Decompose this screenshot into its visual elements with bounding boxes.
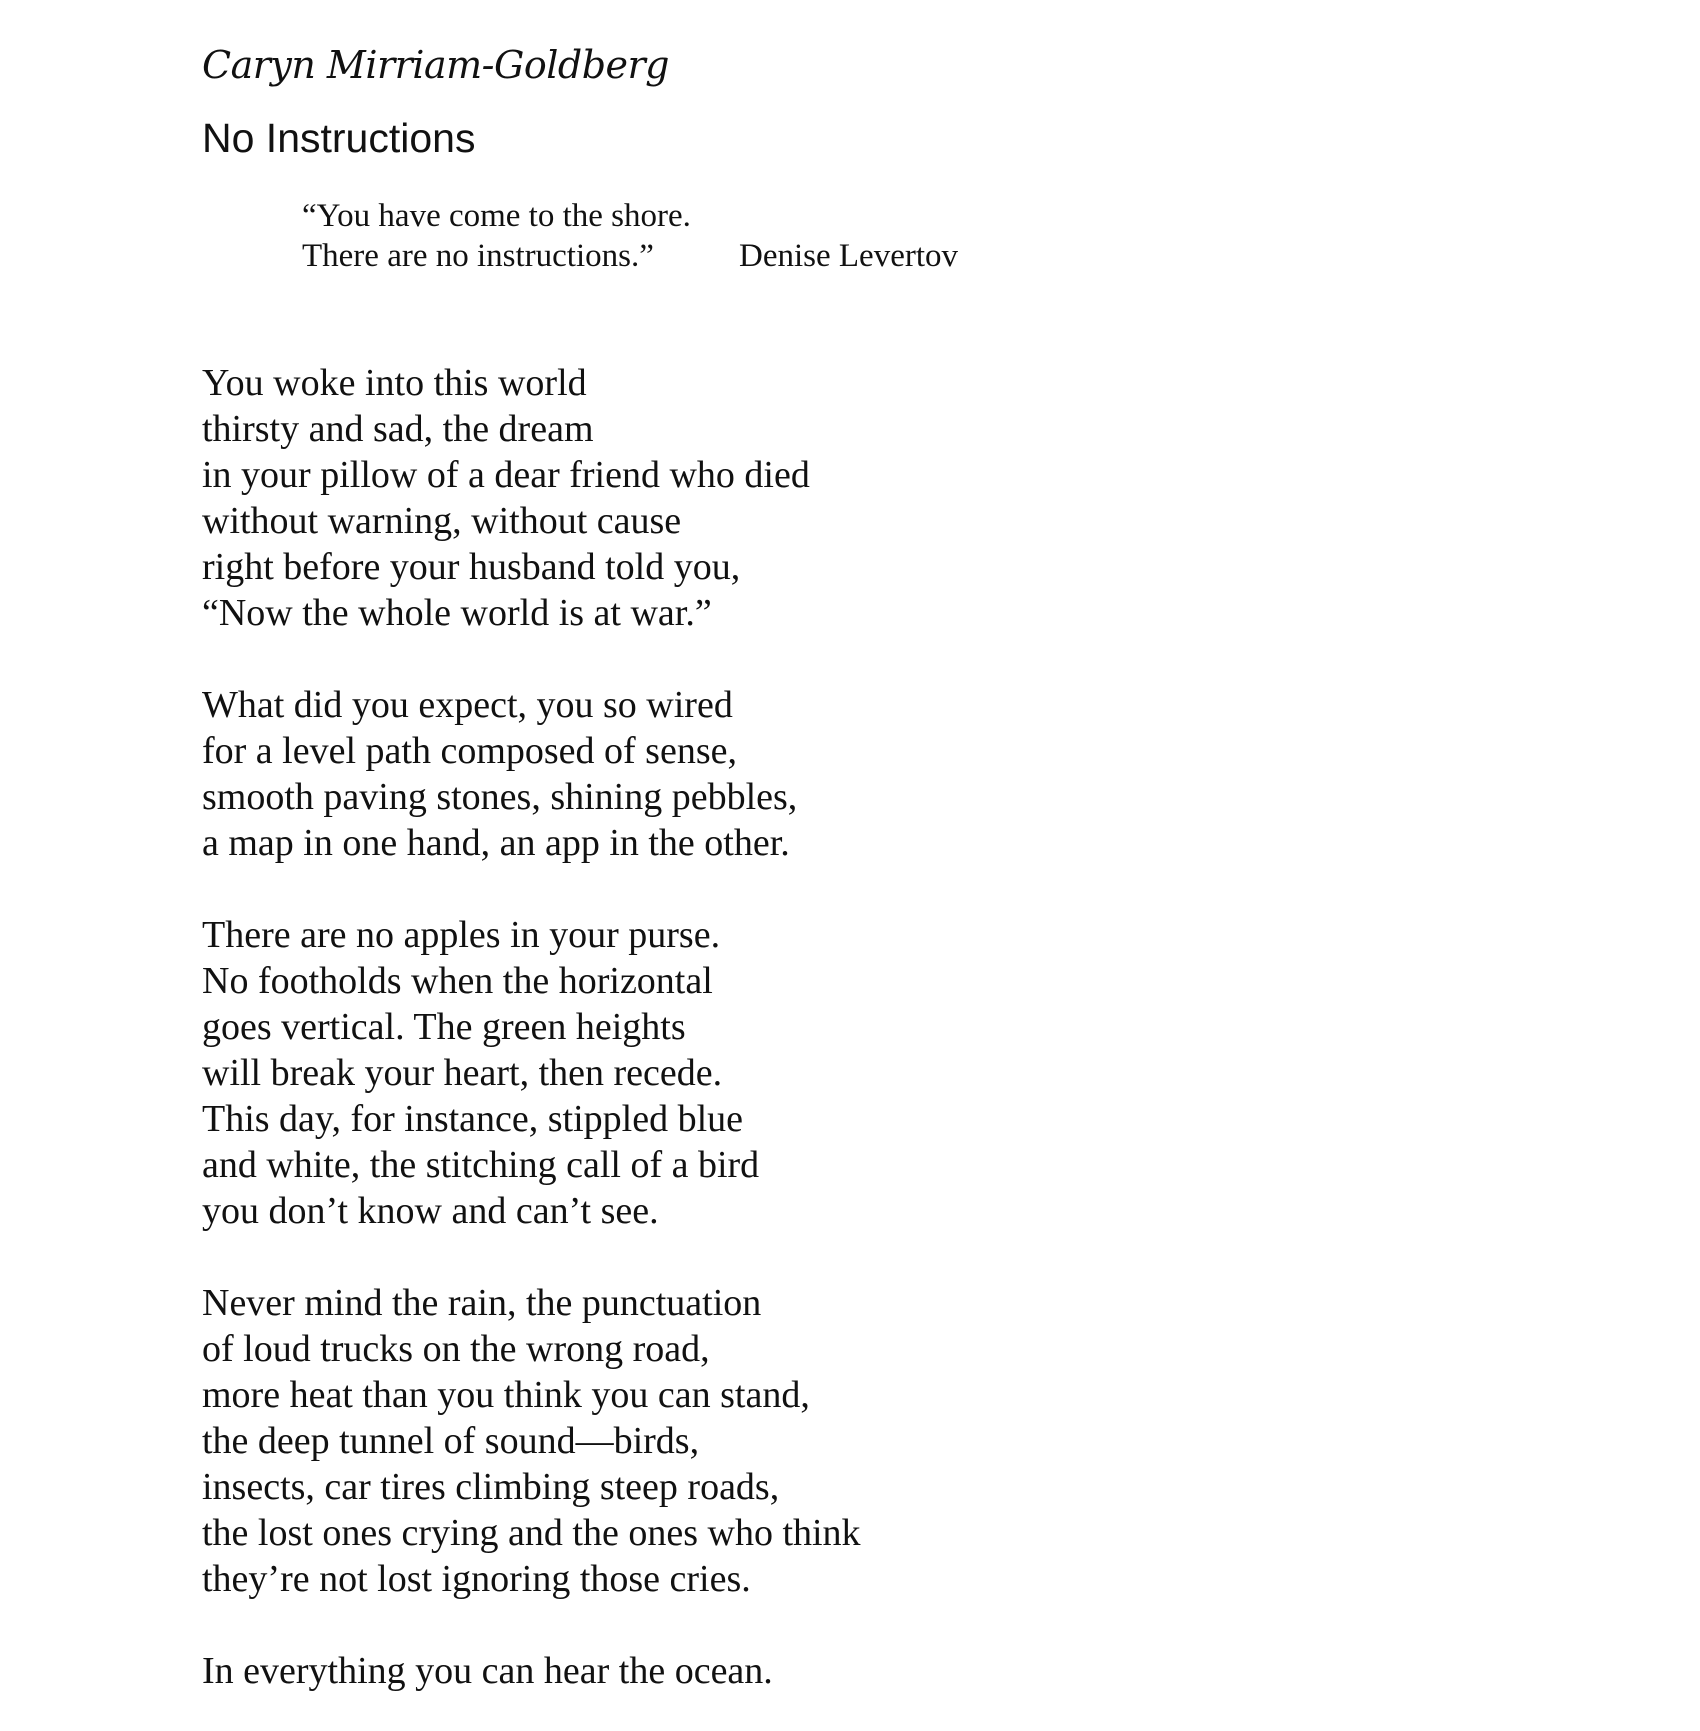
poem-line: insects, car tires climbing steep roads, — [202, 1466, 780, 1508]
epigraph-line: “You have come to the shore. — [302, 198, 691, 234]
poem-line: without warning, without cause — [202, 500, 682, 542]
stanza-5 — [202, 1648, 861, 1694]
poem-line: for a level path composed of sense, — [202, 730, 737, 772]
poem-line: right before your husband told you, — [202, 546, 741, 588]
stanza-3 — [202, 912, 861, 1234]
stanza-1 — [202, 360, 861, 636]
epigraph — [302, 196, 958, 276]
poem-line: This day, for instance, stippled blue — [202, 1098, 744, 1140]
poem-line: the lost ones crying and the ones who think — [202, 1512, 861, 1554]
poem-line: thirsty and sad, the dream — [202, 408, 594, 450]
poem-line: What did you expect, you so wired — [202, 684, 733, 726]
poem-line: No footholds when the horizontal — [202, 960, 713, 1002]
poem-title: No Instructions — [202, 115, 476, 161]
poem-body — [202, 360, 861, 1694]
poem-line: the deep tunnel of sound—birds, — [202, 1420, 700, 1462]
stanza-4 — [202, 1280, 861, 1602]
poem-line: you don’t know and can’t see. — [202, 1190, 659, 1232]
poem-line: of loud trucks on the wrong road, — [202, 1328, 710, 1370]
poem-line: in your pillow of a dear friend who died — [202, 454, 810, 496]
poem-line: You woke into this world — [202, 362, 587, 404]
poem-line: There are no apples in your purse. — [202, 914, 721, 956]
epigraph-attribution: Denise Levertov — [739, 238, 958, 274]
stanza-2 — [202, 682, 861, 866]
poem-line: “Now the whole world is at war.” — [202, 592, 712, 634]
poem-line: and white, the stitching call of a bird — [202, 1144, 760, 1186]
poem-line: they’re not lost ignoring those cries. — [202, 1558, 751, 1600]
poem-line: more heat than you think you can stand, — [202, 1374, 810, 1416]
poem-line: Never mind the rain, the punctuation — [202, 1282, 762, 1324]
author-name: Caryn Mirriam-Goldberg — [202, 43, 670, 87]
epigraph-line: There are no instructions.” — [302, 238, 654, 274]
poem-line: smooth paving stones, shining pebbles, — [202, 776, 798, 818]
poem-line: a map in one hand, an app in the other. — [202, 822, 790, 864]
poem-line: In everything you can hear the ocean. — [202, 1650, 773, 1692]
poem-line: will break your heart, then recede. — [202, 1052, 723, 1094]
poem-line: goes vertical. The green heights — [202, 1006, 686, 1048]
